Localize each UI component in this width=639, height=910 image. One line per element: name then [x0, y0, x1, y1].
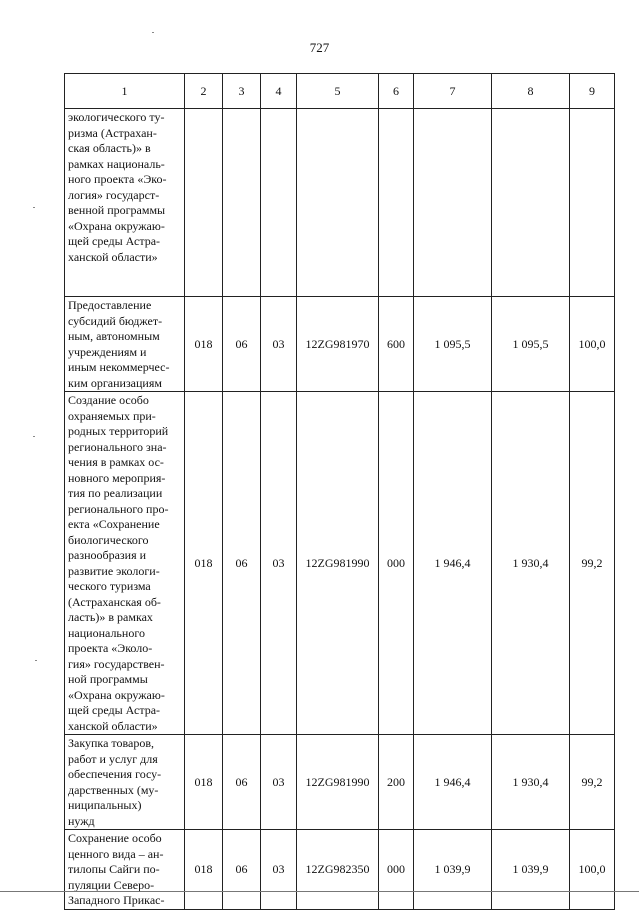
description-line: Западного Прикас- — [68, 893, 165, 907]
header-cell-1: 1 — [65, 74, 185, 109]
row-description — [65, 297, 185, 392]
scan-bottom-edge — [0, 891, 639, 892]
cell-col-7: 1 946,4 — [414, 735, 492, 830]
description-line: Предоставление — [68, 298, 152, 312]
cell-col-6 — [379, 109, 414, 297]
cell-col-9: 100,0 — [570, 297, 615, 392]
description-line: Закупка товаров, — [68, 736, 154, 750]
description-line: ризма (Астрахан- — [68, 125, 157, 140]
cell-col-3 — [223, 109, 261, 297]
description-line: регионального зна- — [68, 439, 167, 454]
description-line: экологического ту- — [68, 110, 165, 124]
description-line: ческого туризма — [68, 579, 151, 593]
cell-col-7: 1 039,9 — [414, 830, 492, 910]
cell-col-7: 1 946,4 — [414, 392, 492, 735]
cell-col-9 — [570, 109, 615, 297]
cell-col-2: 018 — [185, 830, 223, 910]
cell-col-9: 100,0 — [570, 830, 615, 910]
cell-col-5: 12ZG981990 — [297, 392, 379, 735]
header-cell-3: 3 — [223, 74, 261, 109]
description-line: рамках националь- — [68, 156, 165, 171]
header-cell-7: 7 — [414, 74, 492, 109]
description-line: иным некоммерчес- — [68, 360, 170, 374]
cell-col-5: 12ZG982350 — [297, 830, 379, 910]
header-cell-4: 4 — [261, 74, 297, 109]
row-description — [65, 109, 185, 297]
cell-col-7 — [414, 109, 492, 297]
cell-col-8: 1 095,5 — [492, 297, 570, 392]
cell-col-9: 99,2 — [570, 735, 615, 830]
description-line: ным, автономным — [68, 329, 160, 343]
cell-col-3: 06 — [223, 830, 261, 910]
cell-col-3: 06 — [223, 297, 261, 392]
description-line: регионального про- — [68, 501, 169, 516]
cell-col-3: 06 — [223, 735, 261, 830]
description-line: ская область)» в — [68, 141, 151, 155]
cell-col-7: 1 095,5 — [414, 297, 492, 392]
cell-col-4: 03 — [261, 735, 297, 830]
cell-col-6: 200 — [379, 735, 414, 830]
description-line: щей среды Астра- — [68, 234, 161, 248]
description-line: (Астраханская об- — [68, 594, 161, 609]
description-line: учреждениям и — [68, 344, 147, 359]
description-line: работ и услуг для — [68, 751, 158, 766]
table-row — [65, 297, 615, 392]
cell-col-4: 03 — [261, 297, 297, 392]
description-line: ценного вида – ан- — [68, 846, 164, 861]
table-row — [65, 735, 615, 830]
description-line: новного мероприя- — [68, 470, 166, 485]
description-line: «Охрана окружаю- — [68, 687, 165, 702]
description-line: логия» государст- — [68, 187, 160, 202]
row-description — [65, 735, 185, 830]
cell-col-5 — [297, 109, 379, 297]
header-cell-9: 9 — [570, 74, 615, 109]
table-row — [65, 392, 615, 735]
description-line: национального — [68, 625, 145, 640]
header-cell-8: 8 — [492, 74, 570, 109]
description-line: Создание особо — [68, 393, 149, 407]
header-cell-5: 5 — [297, 74, 379, 109]
description-line: обеспечения госу- — [68, 767, 162, 781]
cell-col-6: 000 — [379, 830, 414, 910]
description-line: биологического — [68, 532, 149, 547]
description-line: щей среды Астра- — [68, 703, 161, 717]
cell-col-2 — [185, 109, 223, 297]
cell-col-4: 03 — [261, 830, 297, 910]
description-line: проекта «Эколо- — [68, 641, 153, 655]
description-line: «Охрана окружаю- — [68, 218, 165, 233]
description-line: венной программы — [68, 203, 166, 217]
cell-col-6: 600 — [379, 297, 414, 392]
cell-col-5: 12ZG981970 — [297, 297, 379, 392]
description-line: субсидий бюджет- — [68, 313, 163, 328]
description-line: тилопы Сайги по- — [68, 862, 160, 876]
description-line: охраняемых при- — [68, 408, 156, 423]
cell-col-8: 1 039,9 — [492, 830, 570, 910]
description-line: екта «Сохранение — [68, 517, 160, 531]
description-line: разнообразия и — [68, 548, 147, 562]
description-line: ханской области» — [68, 718, 158, 733]
cell-col-2: 018 — [185, 297, 223, 392]
cell-col-4: 03 — [261, 392, 297, 735]
header-row — [65, 74, 615, 109]
cell-col-8 — [492, 109, 570, 297]
description-line: чения в рамках ос- — [68, 455, 164, 469]
description-line: ной программы — [68, 672, 148, 686]
description-line: ниципальных) — [68, 798, 142, 812]
description-line: ласть)» в рамках — [68, 610, 153, 624]
header-cell-2: 2 — [185, 74, 223, 109]
row-description — [65, 392, 185, 735]
description-line: гия» государствен- — [68, 656, 165, 671]
cell-col-8: 1 930,4 — [492, 392, 570, 735]
description-line: родных территорий — [68, 424, 169, 438]
budget-table — [64, 73, 615, 910]
description-line: ханской области» — [68, 249, 158, 264]
cell-col-5: 12ZG981990 — [297, 735, 379, 830]
description-line: тия по реализации — [68, 486, 163, 500]
cell-col-4 — [261, 109, 297, 297]
cell-col-3: 06 — [223, 392, 261, 735]
cell-col-6: 000 — [379, 392, 414, 735]
header-cell-6: 6 — [379, 74, 414, 109]
table-row — [65, 830, 615, 910]
row-description — [65, 830, 185, 910]
description-line: развитие экологи- — [68, 563, 160, 578]
description-line: Сохранение особо — [68, 831, 162, 845]
description-line: нужд — [68, 813, 95, 828]
cell-col-2: 018 — [185, 735, 223, 830]
cell-col-8: 1 930,4 — [492, 735, 570, 830]
page-number: 727 — [309, 40, 330, 55]
description-line: пуляции Северо- — [68, 877, 155, 892]
table-row — [65, 109, 615, 297]
cell-col-2: 018 — [185, 392, 223, 735]
cell-col-9: 99,2 — [570, 392, 615, 735]
description-line: ного проекта «Эко- — [68, 172, 167, 186]
description-line: дарственных (му- — [68, 782, 159, 797]
description-line: ким организациям — [68, 375, 162, 390]
